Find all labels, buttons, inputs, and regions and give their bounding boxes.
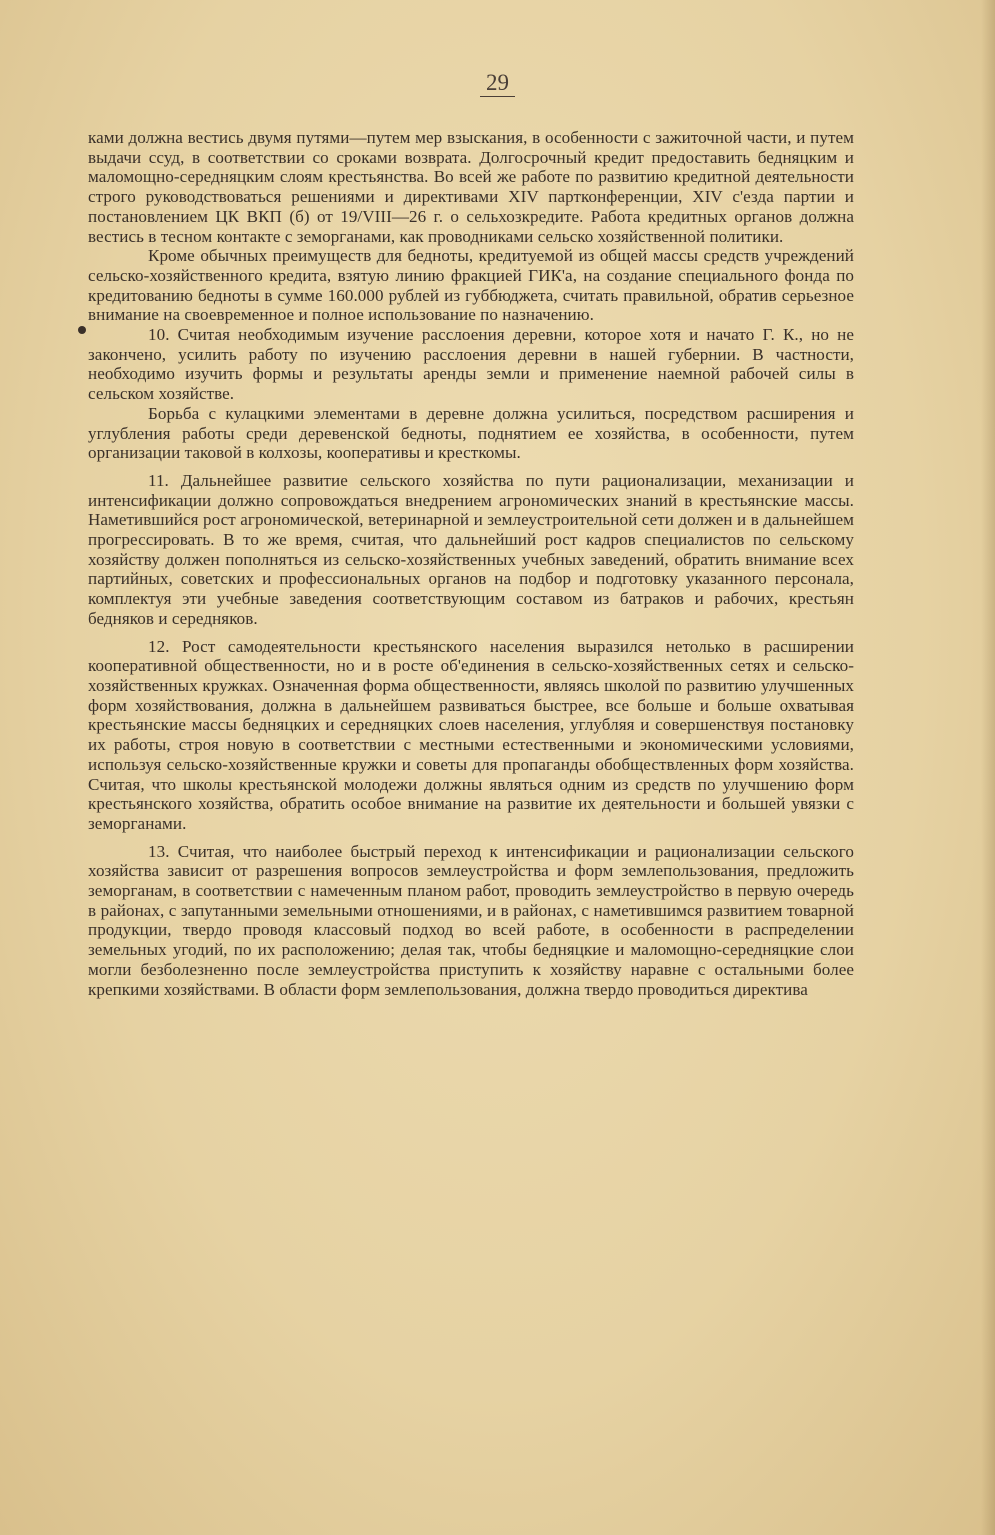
margin-bullet-mark [78,326,86,334]
paragraph-12: 12. Рост самодеятельности крестьянского населения выразился нетолько в расширении кооперативной общественности, но и в росте об'единения в сельско-хозяйственных сетях и сельско-хозяйственных кружках. Означенная форма общественности, являясь школой по развитию улучшенных форм хозяйствования, должна в дальнейшем развиваться быстрее, все больше и больше охватывая крестьянские массы бедняцких и середняцких слоев населения, углубляя и совершенствуя постановку их работы, строя новую в соответствии с местными естественными и экономическими условиями, используя сельско-хозяйственные кружки и советы для пропаганды обобществленных форм хозяйства. Считая, что школы крестьянской молодежи должны являться одним из средств по улучшению форм крестьянского хозяйства, обратить особое внимание на развитие их деятельности и большей увязки с земорганами. [88,636,854,833]
body-text [88,128,854,999]
paragraph-11: 11. Дальнейшее развитие сельского хозяйства по пути рационализации, механизации и интенсификации должно сопровождаться внедрением агрономических знаний в крестьянские массы. Наметившийся рост агрономической, ветеринарной и землеустроительной сети должен и в дальнейшем прогрессировать. В то же время, считая, что дальнейший рост кадров специалистов по сельскому хозяйству должен пополняться из сельско-хозяйственных учебных заведений, обратить внимание всех партийных, советских и профессиональных органов на подбор и подготовку указанного персонала, комплектуя эти учебные заведения соответствующим составом из батраков и рабочих, крестьян бедняков и середняков. [88,470,854,628]
paragraph-13: 13. Считая, что наиболее быстрый переход к интенсификации и рационализации сельского хозяйства зависит от разрешения вопросов землеустройства и форм землепользования, предложить земорганам, в соответствии с намеченным планом работ, проводить землеустройство в первую очередь в районах, с запутанными земельными отношениями, и в районах, с наметившимся развитием товарной продукции, твердо проводя классовый подход во всей работе, в особенности в распределении земельных угодий, по их расположению; делая так, чтобы бедняцкие и маломощно-середняцкие слои могли безболезненно после землеустройства приступить к хозяйству наравне с остальными более крепкими хозяйствами. В области форм землепользования, должна твердо проводиться директива [88,841,854,999]
page-edge-shadow [981,0,995,1535]
page-number: 29 [0,70,995,96]
paragraph-10: 10. Считая необходимым изучение расслоения деревни, которое хотя и начато Г. К., но не закончено, усилить работу по изучению расслоения деревни в нашей губернии. В частности, необходимо изучить формы и результаты аренды земли и применение наемной рабочей силы в сельском хозяйстве. [88,325,854,404]
paragraph-poor-credit: Кроме обычных преимуществ для бедноты, кредитуемой из общей массы средств учреждений сельско-хозяйственного кредита, взятую линию фракцией ГИК'а, на создание специального фонда по кредитованию бедноты в сумме 160.000 рублей из губбюджета, считать правильной, обратив серьезное внимание на своевременное и полное использование по назначению. [88,246,854,325]
paragraph-kulak-struggle: Борьба с кулацкими элементами в деревне должна усилиться, посредством расширения и углубления работы среди деревенской бедноты, поднятием ее хозяйства, в особенности, путем организации таковой в колхозы, кооперативы и кресткомы. [88,403,854,463]
paragraph-continuation: ками должна вестись двумя путями—путем мер взыскания, в особенности с зажиточной части, и путем выдачи ссуд, в соответствии со сроками возврата. Долгосрочный кредит предоставить бедняцким и маломощно-середняцким слоям крестьянства. Во всей же работе по развитию кредитной деятельности строго руководствоваться решениями и директивами XIV партконференции, XIV с'езда партии и постановлением ЦК ВКП (б) от 19/VIII—26 г. о сельхозкредите. Работа кредитных органов должна вестись в тесном контакте с земорганами, как проводниками сельско хозяйственной политики. [88,128,854,246]
